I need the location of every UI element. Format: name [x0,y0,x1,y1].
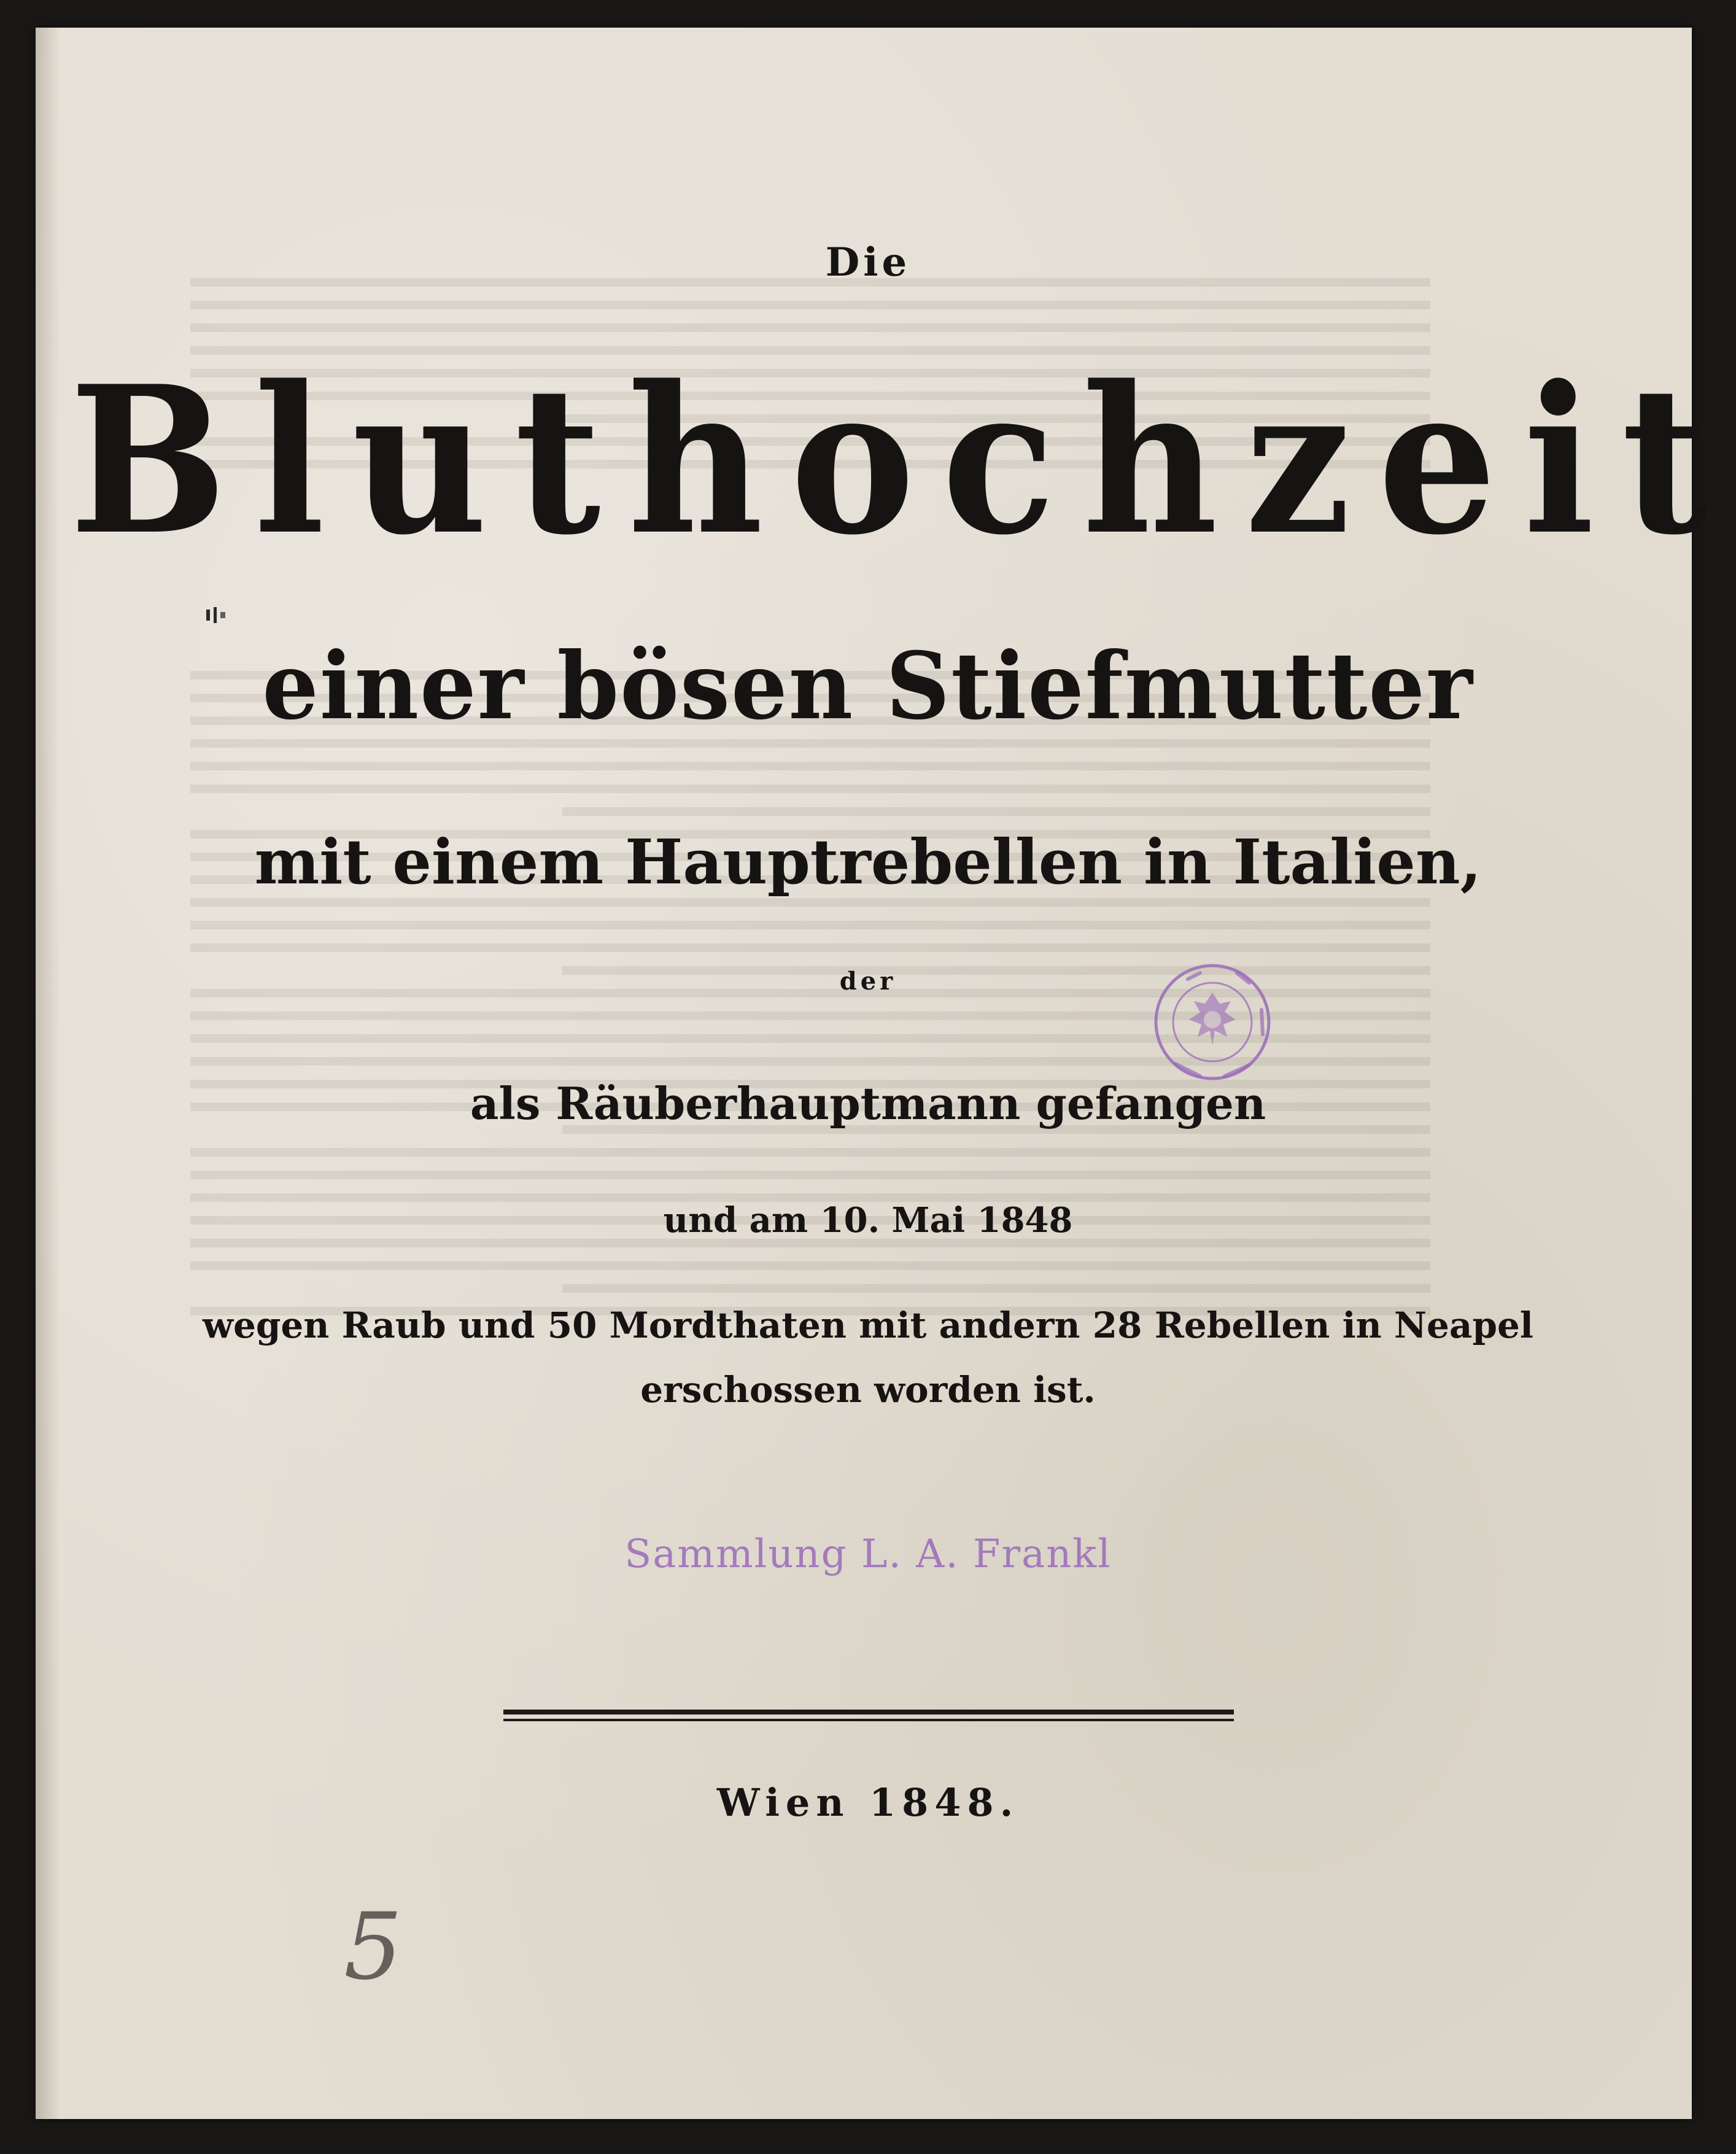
subtitle-line-5: wegen Raub und 50 Mordthaten mit andern 28 Rebellen in Neapel [203,1304,1533,1346]
bleed-through-line [190,1148,1430,1156]
title-article: Die [825,239,911,285]
relative-pronoun: der [839,967,897,996]
bleed-through-line [562,1284,1430,1293]
handwritten-shelf-number: 5 [344,1894,403,2001]
main-title: Bluthochzeit [69,341,1735,579]
bleed-through-line [190,1261,1430,1270]
bleed-through-line [190,323,1430,332]
bleed-through-line [190,739,1430,748]
divider-rule-thick [503,1710,1234,1714]
bleed-through-line [562,807,1430,816]
collection-stamp: Sammlung L. A. Frankl [624,1532,1112,1577]
ink-smudge-icon [204,605,234,627]
subtitle-line-3: als Räuberhauptmann gefangen [470,1077,1266,1129]
bleed-through-line [190,785,1430,793]
bleed-through-line [190,762,1430,770]
subtitle-line-4: und am 10. Mai 1848 [663,1200,1073,1241]
bleed-through-line [190,943,1430,952]
subtitle-line-6: erschossen worden ist. [640,1369,1096,1411]
divider-rule-thin [503,1719,1234,1721]
library-seal-stamp-icon [1151,961,1274,1083]
bleed-through-line [190,921,1430,929]
bleed-through-line [190,301,1430,309]
subtitle-line-2: mit einem Hauptrebellen in Italien, [254,826,1482,898]
bleed-through-line [190,898,1430,907]
imprint: Wien 1848. [716,1780,1020,1825]
subtitle-line-1: einer bösen Stiefmutter [262,632,1474,740]
bleed-through-line [190,1171,1430,1179]
